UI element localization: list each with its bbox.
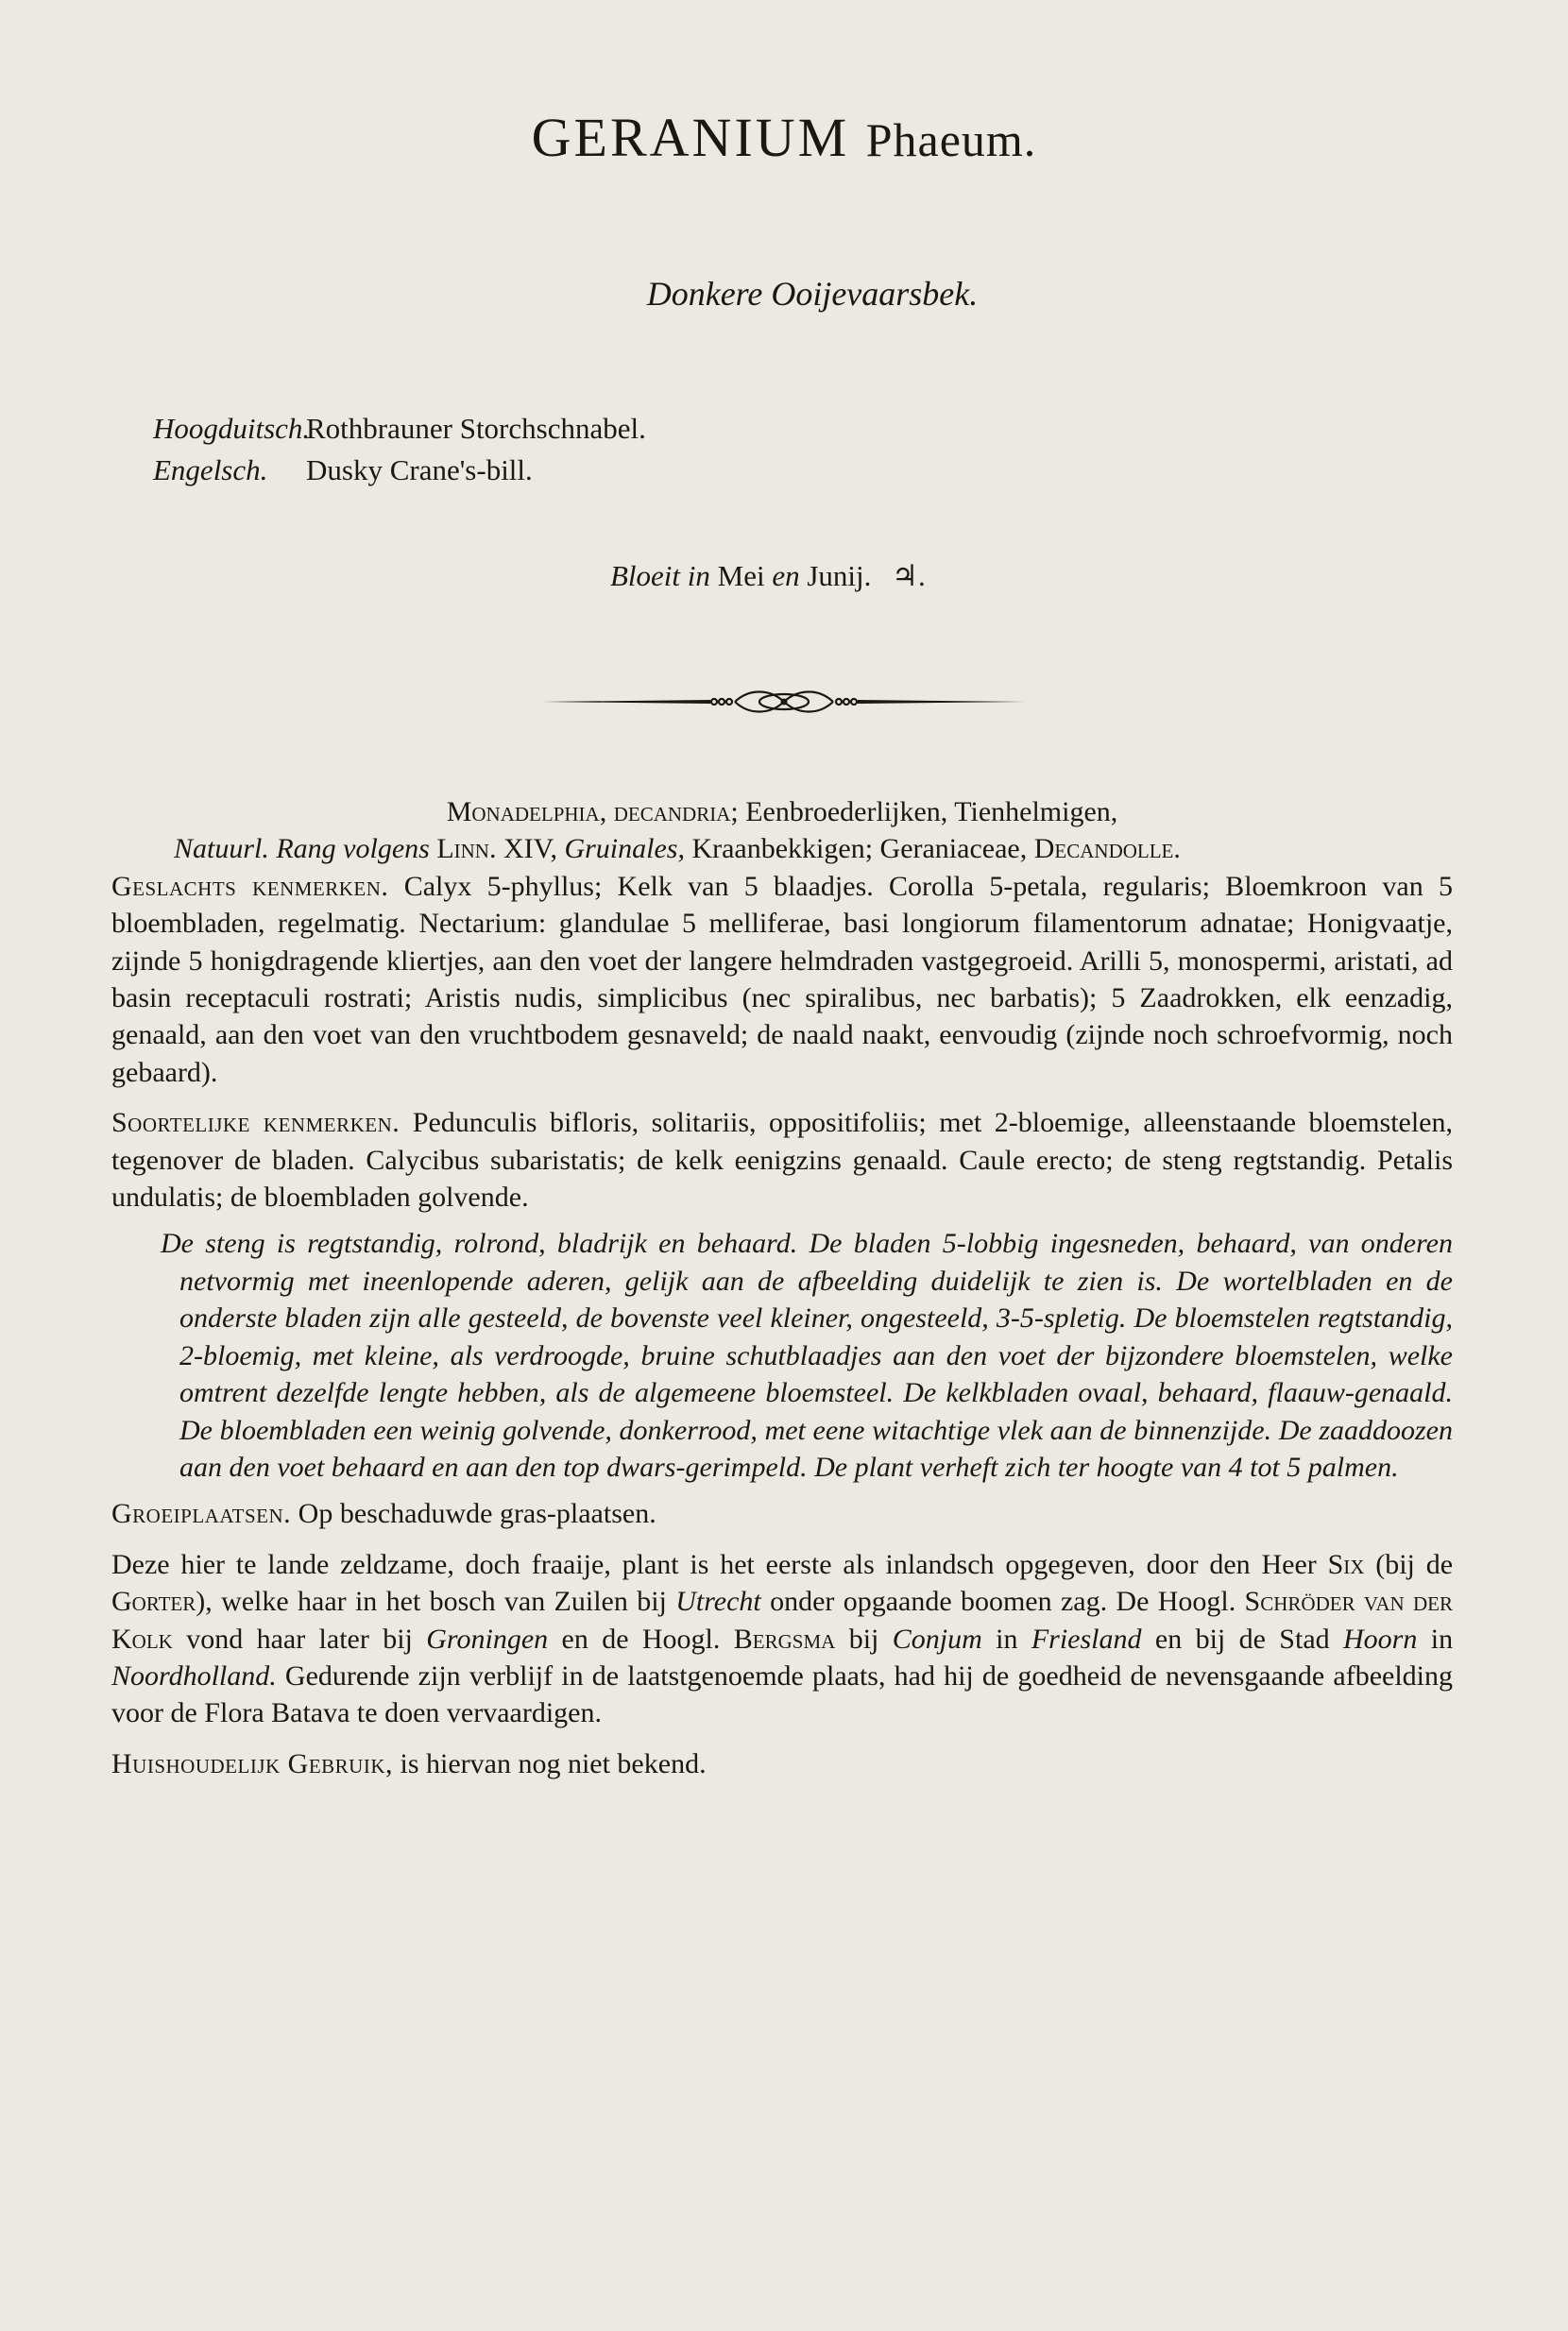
household-usage [111, 1745, 1453, 1782]
species-name: Phaeum. [865, 113, 1037, 166]
history-text: onder opgaande boomen zag. De Hoogl. [770, 1586, 1236, 1618]
flowering-label: Bloeit in [610, 559, 710, 592]
place-groningen: Groningen [426, 1623, 549, 1655]
person-schroder: Schröder van der Kolk [111, 1586, 1454, 1655]
system-line-1 [111, 793, 1453, 830]
history-text: Deze hier te lande zeldzame, doch fraaije, plant is het eerste als inlandsch opgegeven, door den Heer [111, 1548, 1317, 1580]
place-conjum: Conjum [892, 1623, 982, 1655]
place-utrecht: Utrecht [675, 1586, 761, 1618]
person-bergsma: Bergsma [733, 1623, 836, 1655]
history-text: ), welke haar in het bosch van Zuilen bij [196, 1586, 667, 1618]
linnaeus-abbr: Linn. [436, 833, 497, 865]
order-latin: Gruinales, [564, 833, 685, 865]
system-line-2 [111, 830, 1453, 867]
place-noordholland: Noordholland. [111, 1659, 277, 1692]
genus-name: GERANIUM [531, 107, 850, 168]
flowering-month: Mei [717, 559, 765, 592]
language-label: Hoogduitsch. [153, 412, 311, 445]
common-name: Dusky Crane's-bill. [306, 453, 533, 486]
language-label: Engelsch. [153, 453, 268, 486]
genus-characters [111, 868, 1453, 1091]
history-text: Gedurende zijn verblijf in de laatstgenoemde plaats, had hij de goedheid de nevensgaande afbeelding voor de Flora Batava te doen vervaardigen. [111, 1659, 1454, 1729]
habitat-label: Groeiplaatsen. [111, 1498, 292, 1530]
name-row-english [153, 450, 646, 491]
place-hoorn: Hoorn [1343, 1623, 1418, 1655]
description-body [111, 793, 1453, 1782]
flowering-period [610, 559, 926, 593]
habitat-text: Op beschaduwde gras-plaatsen. [298, 1498, 656, 1530]
ornamental-divider [540, 686, 1028, 718]
perennial-symbol: ♃. [892, 559, 926, 592]
history-text: en bij de Stad [1154, 1623, 1330, 1655]
page-title [0, 106, 1568, 169]
usage-label: Huishoudelijk Gebruik, [111, 1747, 393, 1779]
flowering-month-2: Junij. [807, 559, 872, 592]
common-name: Rothbrauner Storchschnabel. [306, 412, 646, 445]
species-characters-text: Pedunculis bifloris, solitariis, oppositifoliis; met 2-bloemige, alleenstaande bloemstelen, tegenover de bladen. Calycibus subaristatis; de kelk eenigzins genaald. Caule erecto; de steng regtstandig. Petalis undulatis; de bloembladen golvende. [111, 1107, 1453, 1214]
history-text: vond haar later bij [186, 1623, 413, 1655]
authority-decandolle: Decandolle. [1033, 833, 1181, 865]
name-row-german [153, 408, 646, 450]
species-characters-label: Soortelijke kenmerken. [111, 1107, 401, 1139]
plant-description: De steng is regtstandig, rolrond, bladrijk en behaard. De bladen 5-lobbig ingesneden, behaard, van onderen netvormig met ineenlopende aderen, gelijk aan de afbeelding duidelijk te zien is. De wortelbladen en de onderste bladen zijn alle gesteeld, de bovenste veel kleiner, ongesteeld, 3-5-spletig. De bloemstelen regtstandig, 2-bloemig, met kleine, als verdroogde, bruine schutblaadjes aan den voet der bijzondere bloemstelen, welke omtrent dezelfde lengte hebben, als de algemeene bloemsteel. De kelkbladen ovaal, behaard, flaauw-genaald. De bloembladen een weinig golvende, donkerrood, met eene witachtige vlek aan de binnenzijde. De zaaddoozen aan den voet behaard en aan den top dwars-gerimpeld. De plant verheft zich ter hoogte van 4 tot 5 palmen. [161, 1228, 1453, 1483]
linnaean-class: Monadelphia, decandria; [446, 796, 739, 827]
history-text: in [1430, 1623, 1454, 1655]
history-text: in [996, 1623, 1018, 1655]
flowering-conj: en [772, 559, 800, 592]
history-paragraph [111, 1546, 1453, 1732]
species-characters [111, 1104, 1453, 1216]
habitat [111, 1495, 1453, 1532]
vernacular-names [153, 408, 646, 491]
order-dutch: Kraanbekkigen; Geraniaceae, [691, 833, 1028, 865]
genus-characters-text: Calyx 5-phyllus; Kelk van 5 blaadjes. Corolla 5-petala, regularis; Bloemkroon van 5 bloembladen, regelmatig. Nectarium: glandulae 5 melliferae, basi longiorum filamentorum adnatae; Honigvaatje, zijnde 5 honigdragende kliertjes, aan den voet der langere helmdraden vastgegroeid. Arilli 5, monospermi, aristati, ad basin receptaculi rostrati; Aristis nudis, simplicibus (nec spiralibus, nec barbatis); 5 Zaadrokken, elk eenzadig, genaald, aan den voet van den vruchtbodem gesnaveld; de naald naakt, eenvoudig (zijnde noch schroefvormig, noch gebaard). [111, 870, 1454, 1088]
natural-order-label: Natuurl. Rang volgens [174, 833, 430, 865]
dutch-class: Eenbroederlijken, Tienhelmigen, [745, 796, 1118, 827]
person-gorter: Gorter [111, 1586, 196, 1618]
usage-text: is hiervan nog niet bekend. [400, 1747, 707, 1779]
genus-characters-label: Geslachts kenmerken. [111, 870, 389, 902]
history-text: bij [848, 1623, 879, 1655]
history-text: (bij de [1375, 1548, 1454, 1580]
place-friesland: Friesland [1031, 1623, 1142, 1655]
history-text: en de Hoogl. [561, 1623, 721, 1655]
person-six: Six [1327, 1548, 1365, 1580]
order-number: XIV, [503, 833, 557, 865]
dutch-common-name: Donkere Ooijevaarsbek. [646, 275, 979, 313]
